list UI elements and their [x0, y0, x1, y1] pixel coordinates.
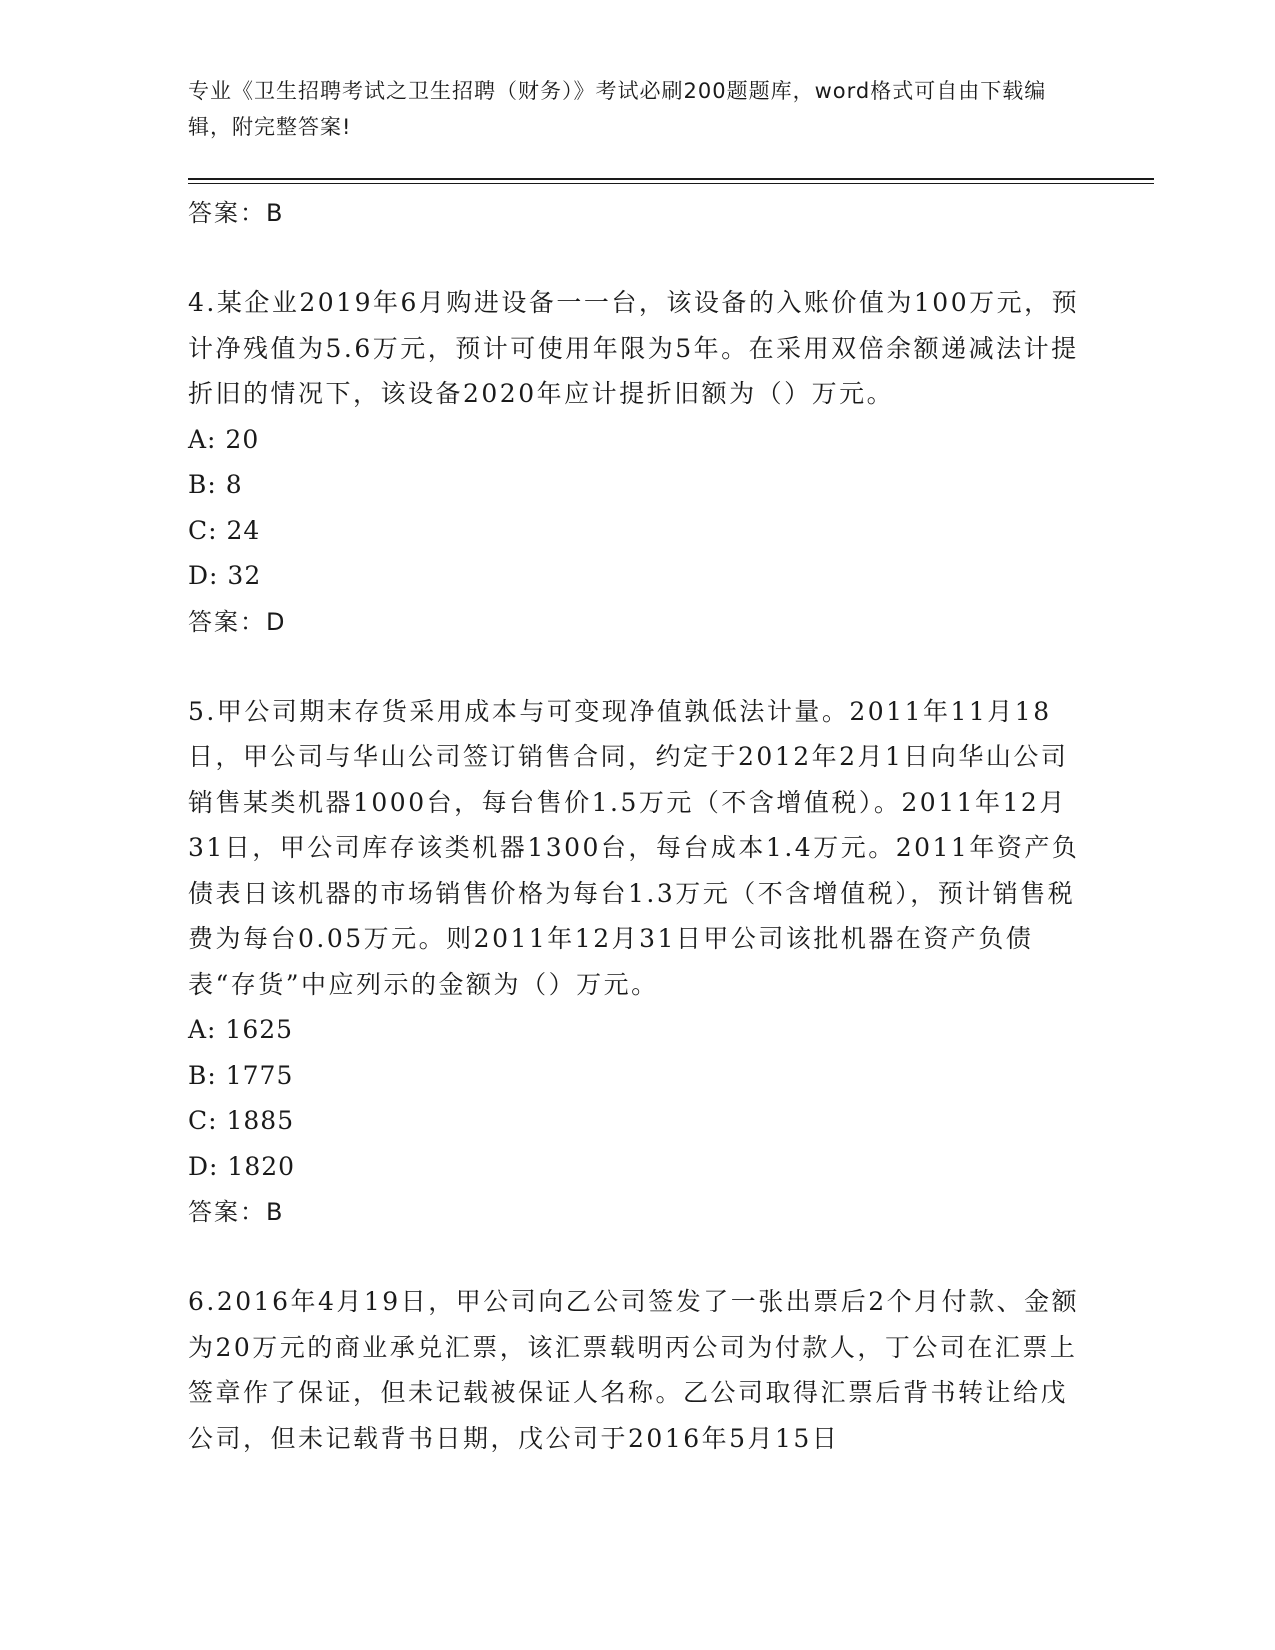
- page-header: 专业《卫生招聘考试之卫生招聘（财务）》考试必刷200题题库，word格式可自由下载编辑，附完整答案!: [188, 79, 1047, 139]
- header-divider-thick: [188, 178, 1154, 180]
- option-a: A: 1625: [188, 1015, 294, 1044]
- spacer: [188, 1235, 1088, 1279]
- question-block-6: [188, 1279, 1088, 1461]
- question-block-4: [188, 280, 1088, 645]
- header-divider-thin: [188, 183, 1154, 184]
- answer-line: 答案：B: [188, 1198, 285, 1226]
- option-d: D: 32: [188, 561, 262, 590]
- question-text: 5.甲公司期末存货采用成本与可变现净值孰低法计量。2011年11月18日，甲公司与华山公司签订销售合同，约定于2012年2月1日向华山公司销售某类机器1000台，每台售价1.5万元（不含增值税）。2011年12月31日，甲公司库存该类机器1300台，每台成本1.4万元。2011年资产负债表日该机器的市场销售价格为每台1.3万元（不含增值税），预计销售税费为每台0.05万元。则2011年12月31日甲公司该批机器在资产负债表“存货”中应列示的金额为（）万元。: [188, 696, 1080, 999]
- question-text: 4.某企业2019年6月购进设备一一台，该设备的入账价值为100万元，预计净残值为5.6万元，预计可使用年限为5年。在采用双倍余额递减法计提折旧的情况下，该设备2020年应计提折旧额为（）万元。: [188, 288, 1080, 408]
- spacer: [188, 236, 1088, 280]
- spacer: [188, 645, 1088, 689]
- option-c: C: 1885: [188, 1106, 295, 1135]
- option-b: B: 1775: [188, 1060, 294, 1090]
- option-b: B: 8: [188, 470, 243, 499]
- option-d: D: 1820: [188, 1151, 296, 1181]
- question-text: 6.2016年4月19日，甲公司向乙公司签发了一张出票后2个月付款、金额为20万元的商业承兑汇票，该汇票载明丙公司为付款人，丁公司在汇票上签章作了保证，但未记载被保证人名称。乙公司取得汇票后背书转让给戊公司，但未记载背书日期，戊公司于2016年5月15日: [188, 1287, 1080, 1453]
- answer-line: 答案：B: [188, 199, 285, 227]
- document-body: [188, 190, 1088, 1461]
- question-block-5: [188, 689, 1088, 1236]
- answer-line: 答案：D: [188, 607, 287, 636]
- option-c: C: 24: [188, 515, 261, 545]
- option-a: A: 20: [188, 424, 260, 454]
